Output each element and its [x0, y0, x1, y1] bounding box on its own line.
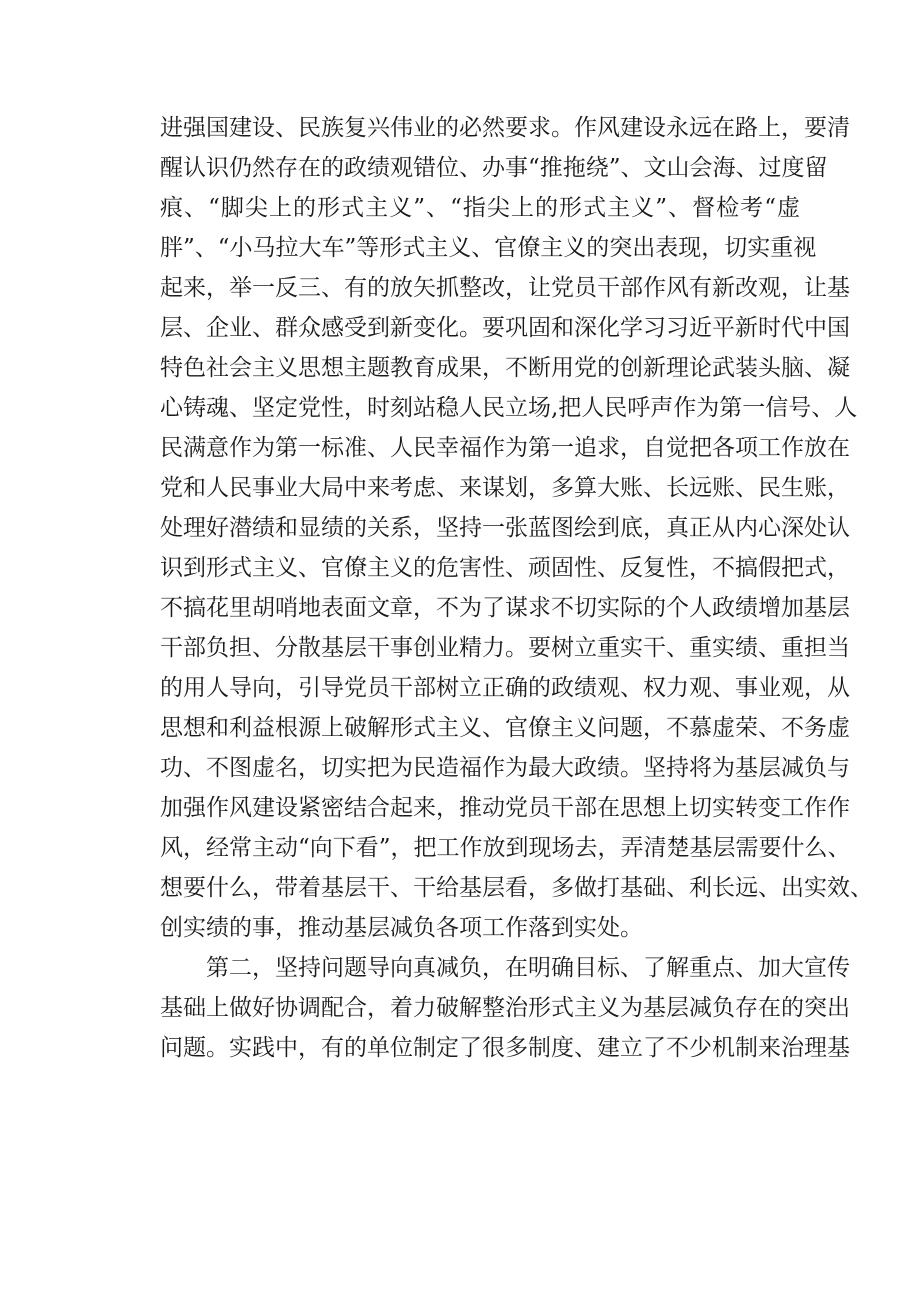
paragraph-line: 的用人导向，引导党员干部树立正确的政绩观、权力观、事业观，从 — [160, 675, 850, 701]
paragraph-line: 不搞花里胡哨地表面文章，不为了谋求不切实际的个人政绩增加基层 — [160, 595, 850, 621]
paragraph-line: 问题。实践中，有的单位制定了很多制度、建立了不少机制来治理基 — [160, 1035, 850, 1061]
paragraph-line: 第二，坚持问题导向真减负，在明确目标、了解重点、加大宣传 — [206, 955, 850, 981]
paragraph-line: 特色社会主义思想主题教育成果，不断用党的创新理论武装头脑、凝 — [160, 355, 850, 381]
document-body — [160, 108, 873, 1068]
paragraph-line: 心铸魂、坚定党性，时刻站稳人民立场,把人民呼声作为第一信号、人 — [160, 395, 858, 421]
paragraph-line: 党和人民事业大局中来考虑、来谋划，多算大账、长远账、民生账， — [160, 475, 850, 501]
paragraph-line: 民满意作为第一标准、人民幸福作为第一追求，自觉把各项工作放在 — [160, 435, 850, 461]
paragraph-line: 创实绩的事，推动基层减负各项工作落到实处。 — [160, 915, 643, 941]
paragraph-line: 胖”、“小马拉大车”等形式主义、官僚主义的突出表现，切实重视 — [160, 235, 817, 261]
paragraph-line: 痕、“脚尖上的形式主义”、“指尖上的形式主义”、督检考“虚 — [160, 195, 800, 221]
paragraph-line: 识到形式主义、官僚主义的危害性、顽固性、反复性，不搞假把式， — [160, 555, 850, 581]
paragraph-line: 干部负担、分散基层干事创业精力。要树立重实干、重实绩、重担当 — [160, 635, 850, 661]
paragraph-1 — [160, 108, 873, 948]
paragraph-line: 思想和利益根源上破解形式主义、官僚主义问题，不慕虚荣、不务虚 — [160, 715, 850, 741]
paragraph-line: 醒认识仍然存在的政绩观错位、办事“推拖绕”、文山会海、过度留 — [160, 155, 828, 181]
paragraph-line: 加强作风建设紧密结合起来，推动党员干部在思想上切实转变工作作 — [160, 795, 850, 821]
paragraph-line: 处理好潜绩和显绩的关系，坚持一张蓝图绘到底，真正从内心深处认 — [160, 515, 850, 541]
paragraph-line: 基础上做好协调配合，着力破解整治形式主义为基层减负存在的突出 — [160, 995, 850, 1021]
paragraph-line: 功、不图虚名，切实把为民造福作为最大政绩。坚持将为基层减负与 — [160, 755, 850, 781]
paragraph-line: 进强国建设、民族复兴伟业的必然要求。作风建设永远在路上，要清 — [160, 115, 850, 141]
paragraph-line: 风，经常主动“向下看”，把工作放到现场去，弄清楚基层需要什么、 — [160, 835, 851, 861]
paragraph-line: 起来，举一反三、有的放矢抓整改，让党员干部作风有新改观，让基 — [160, 275, 850, 301]
paragraph-line: 想要什么，带着基层干、干给基层看，多做打基础、利长远、出实效、 — [160, 875, 873, 901]
paragraph-line: 层、企业、群众感受到新变化。要巩固和深化学习习近平新时代中国 — [160, 315, 850, 341]
paragraph-2 — [160, 948, 850, 1068]
